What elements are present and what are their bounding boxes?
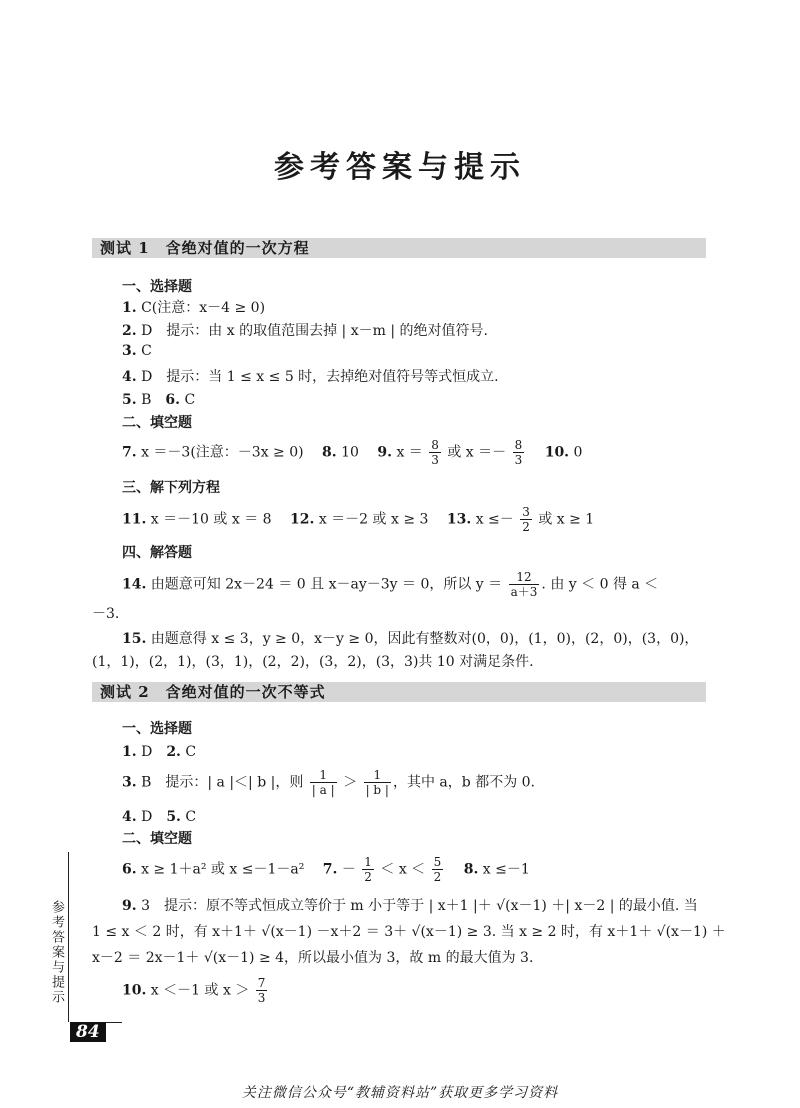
- answer-15-continued: (1，1)，(2，1)，(3，1)，(2，2)，(3，2)，(3，3)共 10 对满足条件.: [92, 654, 534, 670]
- section-header-test-1: 测试 1 含绝对值的一次方程: [92, 238, 706, 258]
- subsection-fill-1: 二、填空题: [122, 415, 192, 431]
- side-chapter-label: 参考答案与提示: [49, 900, 64, 1005]
- answer-2-10: 10. x ＜－1 或 x ＞ $\frac{7}{3}$: [122, 976, 266, 1005]
- answer-14-continued: －3.: [92, 606, 120, 622]
- fraction: $\frac{8}{3}$: [431, 438, 439, 467]
- answer-2: 2. D 提示：由 x 的取值范围去掉 | x－m | 的绝对值符号.: [122, 323, 488, 339]
- answer-3: 3. C: [122, 343, 152, 359]
- answer-2-9-continued-2: x－2 ＝ 2x－1＋ √(x－1) ≥ 4，所以最小值为 3，故 m 的最大值为 3.: [92, 950, 534, 966]
- answer-2-4-5: 4. D 5. C: [122, 809, 197, 825]
- subsection-solve-1: 四、解答题: [122, 545, 192, 561]
- fraction: $\frac{7}{3}$: [257, 976, 266, 1005]
- section-header-test-2: 测试 2 含绝对值的一次不等式: [92, 682, 706, 702]
- answer-2-6-8: 6. x ≥ 1＋a² 或 x ≤－1－a² 7. － $\frac{1}{2}$ ＜ x ＜ $\frac{5}{2}$ 8. x ≤－1: [122, 855, 530, 884]
- fraction: $\frac{3}{2}$: [522, 505, 530, 534]
- subsection-fill-2: 二、填空题: [122, 831, 192, 847]
- answer-15: 15. 由题意得 x ≤ 3，y ≥ 0，x－y ≥ 0，因此有整数对(0，0)，(1，0)，(2，0)，(3，0)，: [122, 631, 699, 647]
- subsection-choice-2: 一、选择题: [122, 721, 192, 737]
- footer-note: 关注微信公众号“教辅资料站”获取更多学习资料: [241, 1085, 559, 1101]
- answer-2-9-continued-1: 1 ≤ x ＜ 2 时，有 x＋1＋ √(x－1) －x＋2 ＝ 3＋ √(x－1) ≥ 3. 当 x ≥ 2 时，有 x＋1＋ √(x－1) ＋: [92, 924, 726, 940]
- fraction: $\frac{1}{| a |}$: [311, 768, 335, 797]
- page-number: 84: [70, 1022, 106, 1042]
- subsection-equations-1: 三、解下列方程: [122, 480, 220, 496]
- page-title: 参考答案与提示: [274, 150, 526, 185]
- side-rule: [68, 852, 69, 1022]
- fraction: $\frac{12}{a+3}$: [510, 570, 538, 599]
- answer-2-9: 9. 3 提示：原不等式恒成立等价于 m 小于等于 | x＋1 |＋ √(x－1) ＋| x－2 | 的最小值. 当: [122, 898, 698, 914]
- answer-1: 1. C(注意：x－4 ≥ 0): [122, 300, 266, 316]
- fraction: $\frac{1}{| b |}$: [365, 768, 389, 797]
- fraction: $\frac{5}{2}$: [433, 855, 442, 884]
- answer-5-6: 5. B 6. C: [122, 392, 196, 408]
- answer-11-13: 11. x ＝－10 或 x ＝ 8 12. x ＝－2 或 x ≥ 3 13. x ≤－ $\frac{3}{2}$ 或 x ≥ 1: [122, 505, 595, 534]
- answer-7-10: 7. x ＝－3(注意：－3x ≥ 0) 8. 10 9. x ＝ $\frac{8}{3}$ 或 x ＝－ $\frac{8}{3}$ 10. 0: [122, 438, 583, 467]
- answer-14: 14. 由题意可知 2x－24 ＝ 0 且 x－ay－3y ＝ 0，所以 y ＝ $\frac{12}{a+3}$ . 由 y ＜ 0 得 a ＜: [122, 570, 659, 599]
- answer-4: 4. D 提示：当 1 ≤ x ≤ 5 时，去掉绝对值符号等式恒成立.: [122, 369, 499, 385]
- answer-2-1-2: 1. D 2. C: [122, 744, 197, 760]
- answer-2-3: 3. B 提示：| a |＜| b |，则 $\frac{1}{| a |}$ ＞ $\frac{1}{| b |}$ ，其中 a，b 都不为 0.: [122, 768, 536, 797]
- fraction: $\frac{1}{2}$: [364, 855, 372, 884]
- subsection-choice-1: 一、选择题: [122, 279, 192, 295]
- fraction: $\frac{8}{3}$: [514, 438, 523, 467]
